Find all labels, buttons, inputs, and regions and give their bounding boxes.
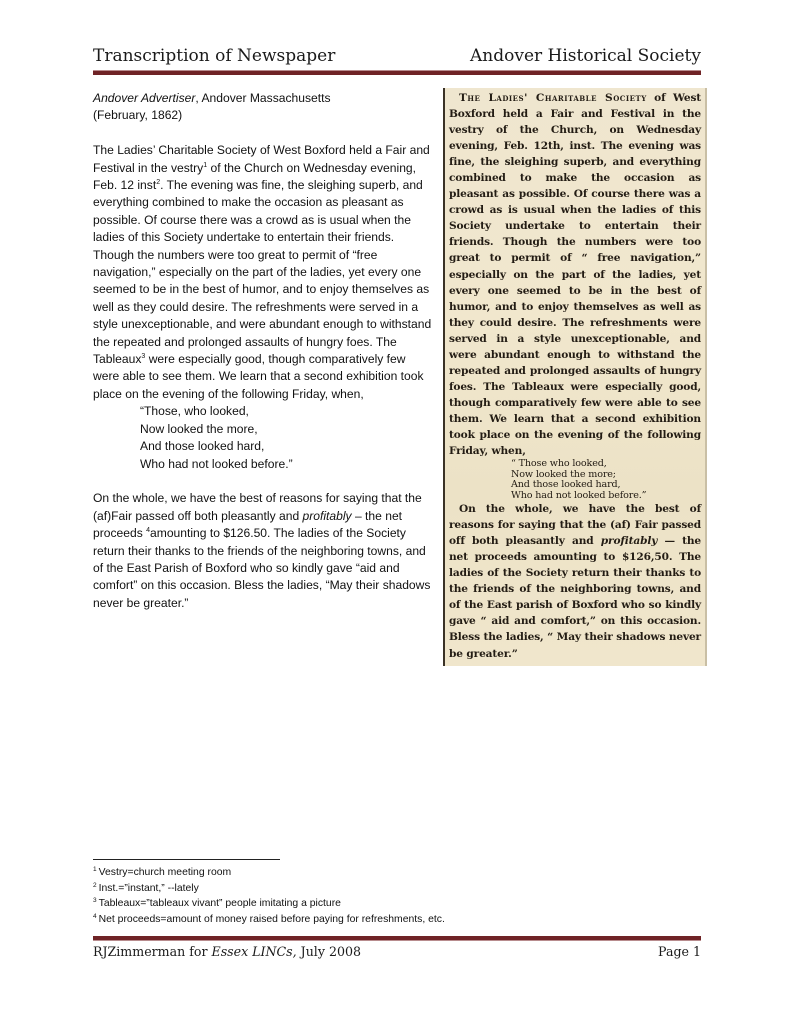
page-header: [93, 44, 701, 70]
publication-date: (February, 1862): [93, 108, 183, 123]
poem-line: And those looked hard,: [140, 439, 265, 454]
clipping-text: [449, 90, 701, 662]
paragraph-2: On the whole, we have the best of reasons for saying that the (af)Fair passed off both pleasantly and profitably – the net proceeds $^4$amounting to $126.50. The ladies of the Society return their thanks to the friends of the neighboring towns, and of the East Parish of Boxford who so kindly gave “aid and comfort” on this occasion. Bless the ladies, “May their shadows never be greater.”: [93, 491, 431, 610]
clipping-paragraph-1: The Ladies' Charitable Society of West Boxford held a Fair and Festival in the vestry of the Church, on Wednesday evening, Feb. 12th, inst. The evening was fine, the sleighing superb, and everything combined to make the occasion as pleasant as possible. Of course there was a crowd as is usual when the ladies of this Society undertake to entertain their friends. Though the numbers were too great to permit of “ free navigation,” especially on the part of the ladies, yet every one seemed to be in the best of humor, and to enjoy themselves as well as they could desire. The refreshments were served in a style unexceptionable, and were abundant enough to withstand the repeated and prolonged assaults of hungry foes. The Tableaux were especially good, though comparatively few were able to see them. We learn that a second exhibition took place on the evening of the following Friday, when,: [449, 92, 702, 458]
footnote-ref-3: 3: [141, 353, 146, 361]
clipping-poem-line: “ Those who looked,: [511, 458, 607, 470]
clipping-edge: [705, 88, 707, 666]
footer-credit: RJZimmerman for Essex LINCs, July 2008: [93, 944, 361, 959]
footer-rule: [93, 936, 701, 941]
paragraph-1: The Ladies’ Charitable Society of West Boxford held a Fair and Festival in the vestry$^1$ of the Church on Wednesday evening, Feb. 12 inst$^2$. The evening was fine, the sleighing superb, and everything combined to make the occasion as pleasant as possible. Of course there was a crowd as is usual when the ladies of this Society undertake to entertain their friends. Though the numbers were too great to permit of “free navigation,” especially on the part of the ladies, yet every one seemed to be in the best of humor, and to enjoy themselves as well as they could desire. The refreshments were served in a style unexceptionable, and were abundant enough to withstand the repeated and prolonged assaults of hungry foes. The Tableaux$^3$ were especially good, though comparatively few were able to see them. We learn that a second exhibition took place on the evening of the following Friday, when,: [93, 143, 432, 401]
clipping-poem-line: Now looked the more;: [511, 468, 616, 480]
clipping-poem-line: Who had not looked before.”: [511, 489, 647, 501]
footnote-separator: [93, 859, 280, 860]
newspaper-clipping-image: [443, 88, 707, 666]
clipping-paragraph-2: On the whole, we have the best of reasons for saying that the (af) Fair passed off both pleasantly and profitably — the net proceeds amounting to $126,50. The ladies of the Society return their thanks to the friends of the neighboring towns, and of the East parish of Boxford who so kindly gave “ aid and comfort,” on this occasion. Bless the ladies, “ May their shadows never be greater.”: [449, 503, 702, 660]
footnote-2: $^2$ Inst.=”instant,” --lately: [93, 881, 199, 894]
header-title-left: Transcription of Newspaper: [93, 46, 336, 66]
page-footer: [93, 944, 701, 964]
footnote-1: $^1$ Vestry=church meeting room: [93, 866, 232, 878]
footnote-ref-2: 2: [156, 179, 161, 187]
footnote-3: $^3$ Tableaux=”tableaux vivant” people imitating a picture: [93, 897, 341, 909]
clipping-poem: [449, 459, 701, 501]
publication-name: Andover Advertiser: [93, 91, 196, 105]
page-number: Page 1: [658, 944, 701, 959]
footnotes: [93, 865, 693, 927]
poem-line: “Those, who looked,: [140, 404, 249, 419]
source-line: [93, 90, 433, 107]
header-title-right: Andover Historical Society: [470, 46, 701, 66]
footnote-4: $^4$ Net proceeds=amount of money raised before paying for refreshments, etc.: [93, 912, 445, 925]
footer-project: Essex LINCs,: [211, 944, 297, 959]
footnote-ref-4: 4: [146, 527, 151, 535]
header-rule: [93, 70, 701, 75]
clipping-poem-line: And those looked hard,: [511, 479, 621, 491]
publication-location: , Andover Massachusetts: [195, 91, 331, 105]
transcription-text: [93, 90, 433, 612]
poem-line: Now looked the more,: [140, 421, 258, 436]
poem: [93, 403, 433, 473]
footnote-ref-1: 1: [203, 161, 208, 169]
poem-line: Who had not looked before.”: [140, 456, 293, 471]
